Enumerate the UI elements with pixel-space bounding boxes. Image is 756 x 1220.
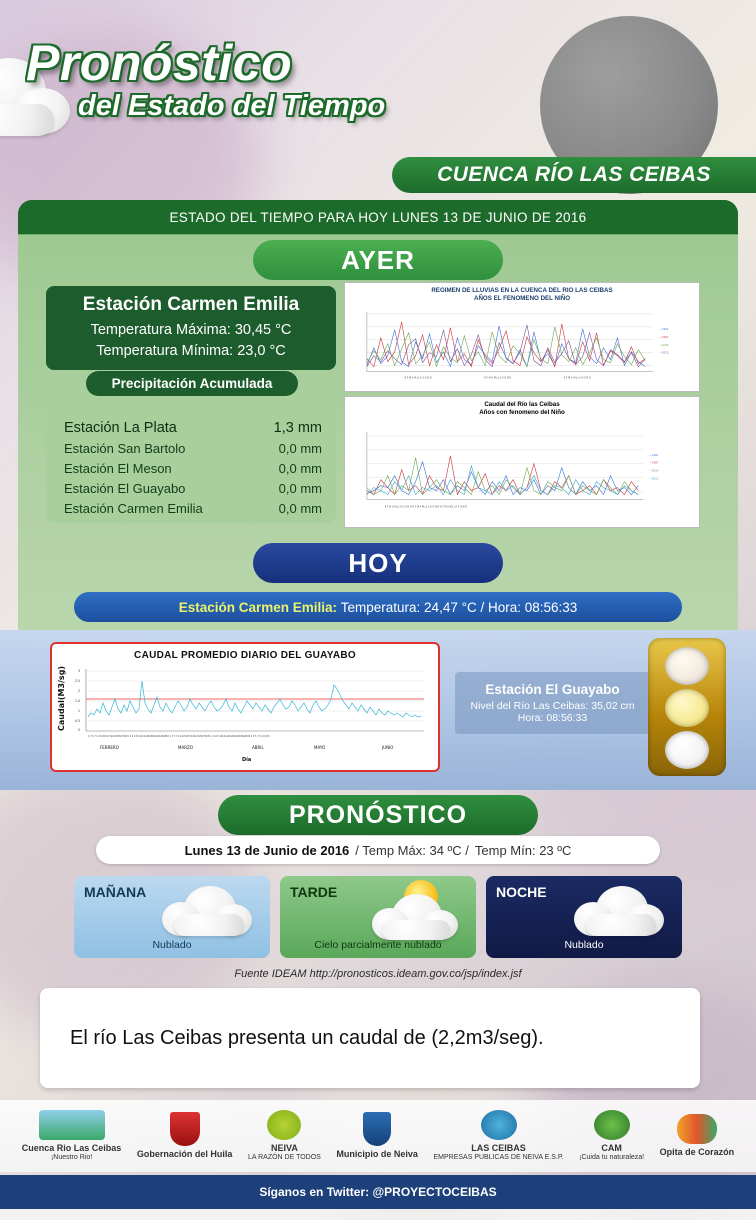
pronostico-label: PRONÓSTICO	[288, 800, 468, 829]
tile-desc: Cielo parcialmente nublado	[314, 939, 442, 951]
tile-desc: Nublado	[152, 939, 192, 951]
svg-text:—1997: —1997	[659, 335, 669, 339]
svg-text:—1991: —1991	[659, 327, 669, 331]
logos-strip	[0, 1100, 756, 1172]
forecast-tile-tarde	[280, 876, 476, 958]
title-sub: del Estado del Tiempo	[78, 90, 386, 122]
chart-title: REGIMEN DE LLUVIAS EN LA CUENCA DEL RIO LAS CEIBAS AÑOS EL FENOMENO DEL NIÑO	[431, 287, 613, 303]
cloud-icon	[572, 884, 668, 940]
section-title-hoy	[253, 543, 503, 583]
section-title-ayer	[253, 240, 503, 280]
hoy-reading-bar	[74, 592, 682, 622]
svg-text:1: 1	[78, 709, 81, 713]
chart-caudal-guayabo	[50, 642, 440, 772]
svg-text:JUNIO: JUNIO	[382, 745, 394, 750]
svg-text:3: 3	[78, 669, 81, 673]
svg-text:—2015: —2015	[659, 351, 669, 355]
logo-municipio-neiva: Municipio de Neiva	[336, 1112, 418, 1159]
svg-text:MARZO: MARZO	[178, 745, 193, 750]
tile-label: NOCHE	[496, 884, 547, 900]
pronostico-tmax: / Temp Máx: 34 ºC /	[355, 842, 469, 858]
guayabo-hora: Hora: 08:56:33	[517, 712, 588, 724]
card-precipitacion	[46, 376, 336, 523]
precip-value: 0,0 mm	[278, 480, 322, 496]
svg-text:ABRIL: ABRIL	[252, 745, 264, 750]
cuenca-label: CUENCA RÍO LAS CEIBAS	[437, 163, 711, 186]
svg-text:2: 2	[78, 689, 81, 693]
precip-station: Estación El Guayabo	[64, 480, 186, 496]
title-main: Pronóstico	[26, 35, 293, 91]
ayer-label: AYER	[341, 244, 415, 275]
svg-text:E F M A M J J A S O N D: E F M A M J J A S O N D	[484, 376, 512, 380]
tile-desc: Nublado	[564, 939, 604, 951]
cloud-icon	[160, 884, 256, 940]
precip-list	[64, 417, 322, 518]
svg-text:—2015: —2015	[649, 477, 659, 481]
carmen-temp-min: Temperatura Mínima: 23,0 °C	[96, 343, 286, 359]
precip-station: Estación La Plata	[64, 419, 177, 436]
footer-text: Síganos en Twitter: @PROYECTOCEIBAS	[259, 1185, 497, 1199]
poster-title	[26, 35, 386, 122]
estado-bar-text: ESTADO DEL TIEMPO PARA HOY LUNES 13 DE JUNIO DE 2016	[169, 209, 587, 225]
precip-value: 0,0 mm	[278, 460, 322, 476]
precip-title: Precipitación Acumulada	[86, 371, 298, 396]
pronostico-date: Lunes 13 de Junio de 2016	[184, 842, 350, 858]
logo-opita-de-corazon: Opita de Corazón	[660, 1114, 735, 1157]
svg-text:—2009: —2009	[659, 343, 669, 347]
logo-cuenca-las-ceibas: Cuenca Rio Las Ceibas ¡Nuestro Rio!	[22, 1110, 122, 1161]
card-estacion-carmen-emilia	[46, 286, 336, 370]
chart-regimen-lluvias	[344, 282, 700, 392]
svg-text:—2009: —2009	[649, 469, 659, 473]
message-box	[40, 988, 700, 1088]
logo-cam: CAM ¡Cuida tu naturaleza!	[579, 1110, 644, 1161]
list-item	[64, 438, 322, 458]
logo-gobernacion-huila: Gobernación del Huila	[137, 1112, 233, 1159]
chart-title: Caudal del Río las Ceibas Años con fenomeno del Niño	[479, 401, 565, 417]
traffic-lamp-yellow	[665, 689, 709, 727]
chart-canvas	[52, 661, 438, 769]
svg-text:0: 0	[78, 728, 81, 732]
carmen-temp-max: Temperatura Máxima: 30,45 °C	[90, 321, 292, 338]
chart-canvas	[345, 418, 699, 521]
svg-text:MAYO: MAYO	[314, 745, 326, 750]
list-item	[64, 458, 322, 478]
precip-station: Estación San Bartolo	[64, 440, 186, 456]
message-text: El río Las Ceibas presenta un caudal de (2,2m3/seg).	[70, 1026, 544, 1049]
footer	[0, 1175, 756, 1209]
svg-text:2.5: 2.5	[75, 679, 81, 683]
guayabo-nivel: Nivel del Río Las Ceibas: 35,02 cm	[470, 700, 635, 712]
cuenca-banner	[392, 157, 756, 193]
header	[0, 0, 756, 200]
pronostico-tmin: Temp Mín: 23 ºC	[474, 842, 572, 858]
tile-label: MAÑANA	[84, 884, 147, 900]
svg-text:1.5: 1.5	[75, 699, 81, 703]
logo-neiva: NEIVA LA RAZÓN DE TODOS	[248, 1110, 321, 1161]
fuente-text: Fuente IDEAM http://pronosticos.ideam.gov.co/jsp/index.jsf	[234, 968, 522, 980]
pronostico-summary-bar	[96, 836, 660, 864]
svg-text:1 3 5 7 9 11131517192123252729: 1 3 5 7 9 1113151719212325272931 2 4 6 8 1012141618202224262830 1 3 5 7 9 1113151719212325272931 2 4 6 8 1012141618202224262830 1 3 5 7 9 111315	[88, 735, 270, 738]
list-item	[64, 417, 322, 438]
card-estacion-el-guayabo	[455, 672, 650, 734]
svg-text:Día: Día	[242, 757, 252, 763]
hoy-label: HOY	[348, 547, 408, 578]
chart-title: CAUDAL PROMEDIO DIARIO DEL GUAYABO	[134, 650, 356, 661]
guayabo-name: Estación El Guayabo	[485, 682, 620, 697]
svg-text:FEBRERO: FEBRERO	[100, 745, 119, 750]
svg-text:Caudal(M3/sg): Caudal(M3/sg)	[57, 665, 66, 731]
hoy-station-label: Estación Carmen Emilia:	[178, 599, 337, 615]
svg-text:—1997: —1997	[649, 461, 659, 465]
precip-value: 0,0 mm	[278, 440, 322, 456]
traffic-lamp-red	[665, 647, 709, 685]
cloud-icon	[370, 892, 466, 944]
carmen-title: Estación Carmen Emilia	[82, 293, 300, 315]
svg-text:E F M A M J J A S O N D: E F M A M J J A S O N D	[404, 376, 432, 380]
traffic-light-icon	[648, 638, 726, 776]
forecast-tiles	[74, 876, 682, 958]
hoy-reading: Temperatura: 24,47 °C / Hora: 08:56:33	[340, 599, 578, 615]
list-item	[64, 478, 322, 498]
section-title-pronostico	[218, 795, 538, 835]
forecast-tile-noche	[486, 876, 682, 958]
svg-text:E F M A M J J A S O N D: E F M A M J J A S O N D	[563, 376, 591, 380]
precip-station: Estación Carmen Emilia	[64, 500, 203, 516]
svg-text:—1991: —1991	[649, 453, 659, 457]
list-item	[64, 498, 322, 518]
logo-las-ceibas: LAS CEIBAS EMPRESAS PUBLICAS DE NEIVA E.S.P.	[433, 1110, 563, 1161]
chart-canvas	[345, 304, 699, 390]
precip-station: Estación El Meson	[64, 460, 172, 476]
precip-value: 0,0 mm	[278, 500, 322, 516]
estado-bar	[18, 200, 738, 234]
traffic-lamp-green	[665, 731, 709, 769]
forecast-tile-manana	[74, 876, 270, 958]
chart-caudal-rio	[344, 396, 700, 528]
svg-text:E F M A M J J A S O N D E F M: E F M A M J J A S O N D E F M A M J J A S O N D E F M A M J J A S O N D	[384, 505, 468, 509]
precip-value: 1,3 mm	[273, 419, 322, 436]
svg-text:0.5: 0.5	[75, 719, 81, 723]
tile-label: TARDE	[290, 884, 338, 900]
